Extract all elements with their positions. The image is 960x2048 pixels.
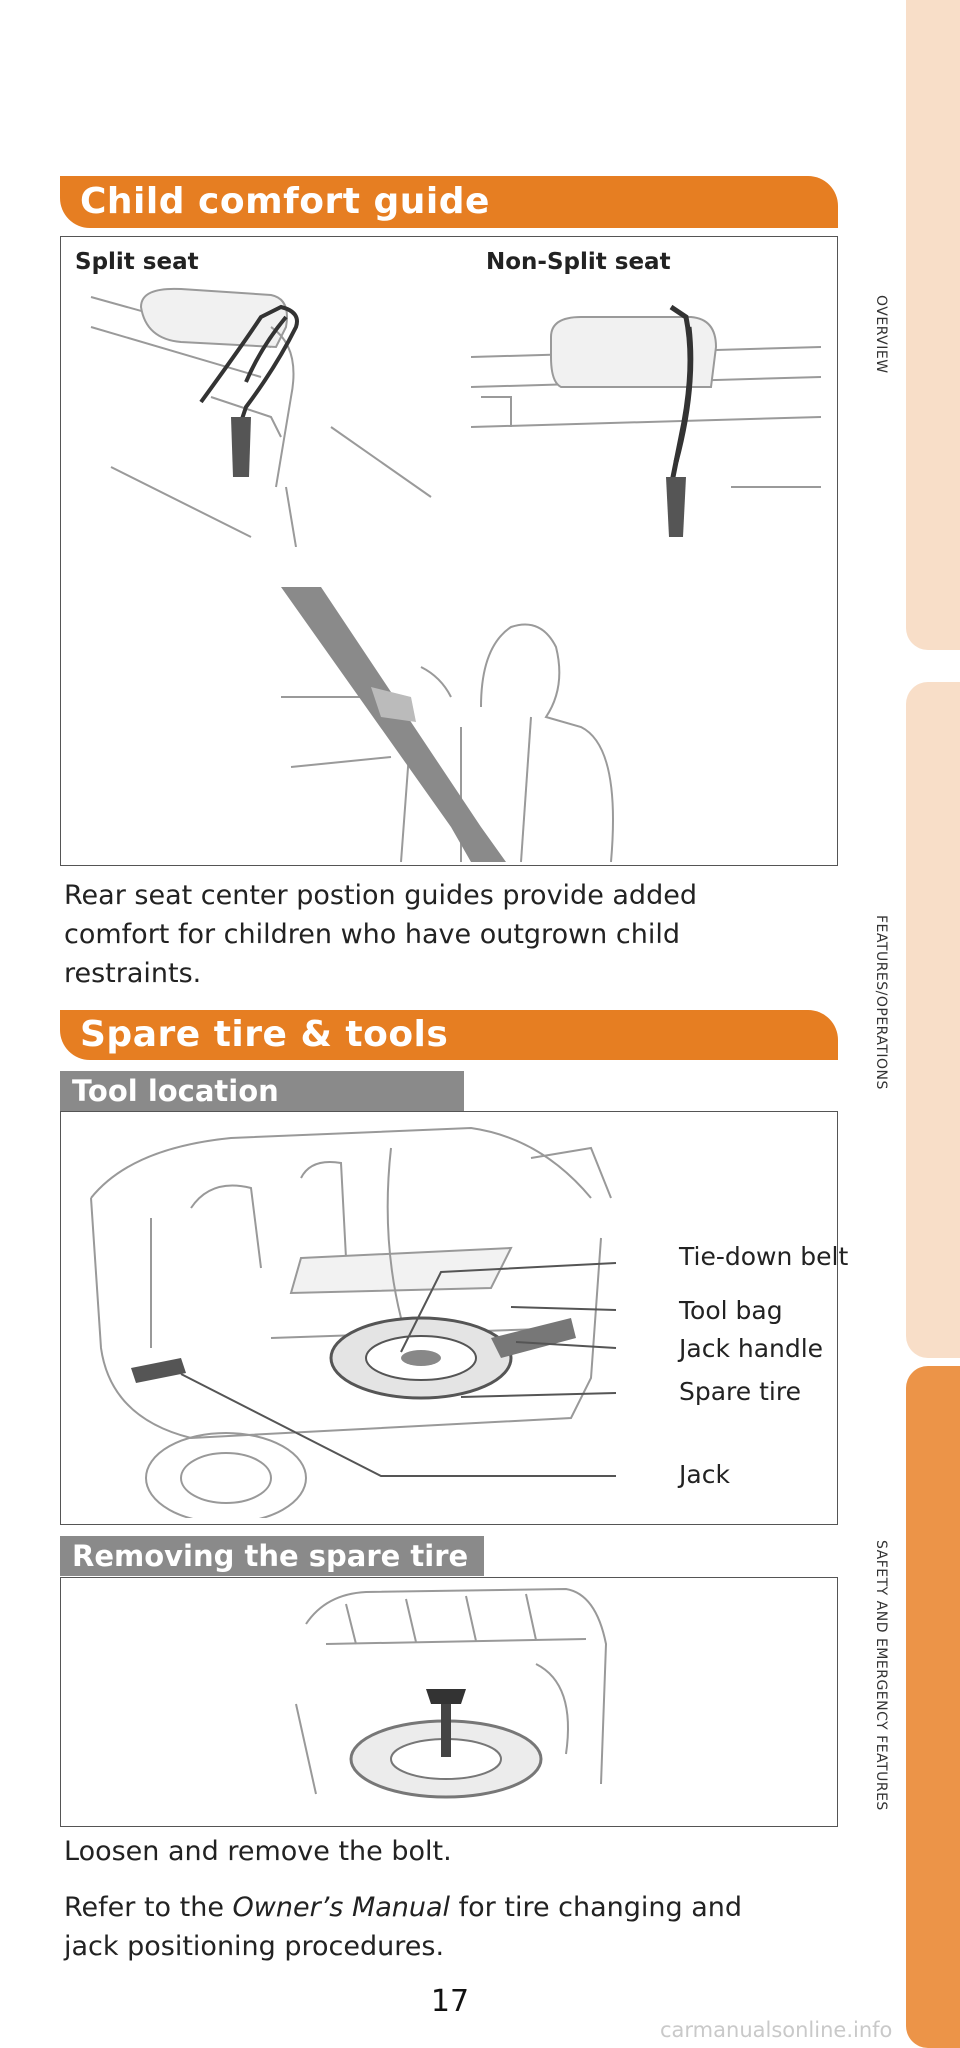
removing-spare-figure [60,1577,838,1827]
split-seat-label: Split seat [75,249,199,275]
callout-spare-tire: Spare tire [679,1377,801,1406]
spare-removal-illustration [286,1584,616,1820]
child-comfort-heading: Child comfort guide [60,176,838,228]
tool-location-heading: Tool location [60,1071,464,1111]
callout-jack: Jack [679,1460,730,1489]
child-comfort-description: Rear seat center postion guides provide added comfort for children who have outgrown child restraints. [64,880,697,989]
child-comfort-figure [60,236,838,866]
center-belt-illustration [281,587,641,862]
nonsplit-seat-illustration [471,287,831,547]
watermark: carmanualsonline.info [660,2018,893,2042]
spare-tire-heading: Spare tire & tools [60,1010,838,1060]
side-tab-overview[interactable] [906,0,960,650]
callout-tie-down-belt: Tie-down belt [679,1242,849,1271]
split-seat-illustration [71,287,441,547]
callout-tool-bag: Tool bag [679,1296,783,1325]
refer-manual-note: Refer to the Owner’s Manual for tire changing and jack positioning procedures. [64,1892,743,1962]
callout-jack-handle: Jack handle [679,1334,824,1363]
side-tab-safety[interactable] [906,1366,960,2048]
nonsplit-seat-label: Non-Split seat [486,249,671,275]
side-tab-features[interactable] [906,682,960,1358]
page-number: 17 [430,1984,470,2019]
remove-bolt-instruction: Loosen and remove the bolt. [64,1836,452,1867]
tool-location-figure [60,1111,849,1525]
removing-spare-heading: Removing the spare tire [60,1536,484,1576]
owners-manual-reference: Owner’s Manual [232,1892,451,1923]
